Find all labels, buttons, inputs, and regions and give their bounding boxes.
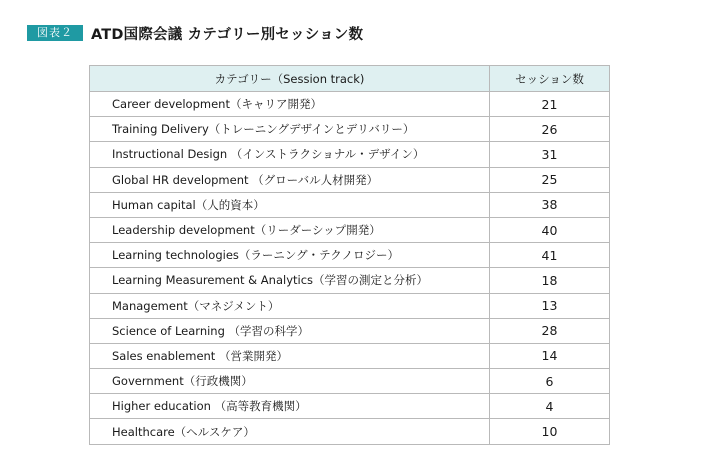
row-category: Instructional Design （インストラクショナル・デザイン） xyxy=(90,142,490,167)
row-session-count: 18 xyxy=(490,268,610,293)
table-row xyxy=(90,318,610,343)
row-category: Learning Measurement & Analytics（学習の測定と分析） xyxy=(90,268,490,293)
figure-label-badge: 図表２ xyxy=(27,25,83,41)
row-category: Science of Learning （学習の科学） xyxy=(90,318,490,343)
row-category: Sales enablement （営業開発） xyxy=(90,343,490,368)
row-session-count: 6 xyxy=(490,369,610,394)
row-session-count: 21 xyxy=(490,92,610,117)
row-session-count: 28 xyxy=(490,318,610,343)
row-session-count: 14 xyxy=(490,343,610,368)
table-row xyxy=(90,419,610,444)
table-row xyxy=(90,117,610,142)
header-category: カテゴリー（Session track) xyxy=(90,66,490,92)
table-header-row xyxy=(90,66,610,92)
table-row xyxy=(90,167,610,192)
table-row xyxy=(90,394,610,419)
row-category: Management（マネジメント） xyxy=(90,293,490,318)
row-session-count: 13 xyxy=(490,293,610,318)
row-session-count: 31 xyxy=(490,142,610,167)
row-session-count: 41 xyxy=(490,243,610,268)
row-session-count: 4 xyxy=(490,394,610,419)
row-category: Learning technologies（ラーニング・テクノロジー） xyxy=(90,243,490,268)
table-row xyxy=(90,142,610,167)
table-row xyxy=(90,343,610,368)
table-row xyxy=(90,369,610,394)
table-row xyxy=(90,192,610,217)
row-category: Training Delivery（トレーニングデザインとデリバリー） xyxy=(90,117,490,142)
table-row xyxy=(90,293,610,318)
row-session-count: 38 xyxy=(490,192,610,217)
row-category: Higher education （高等教育機関） xyxy=(90,394,490,419)
row-category: Healthcare（ヘルスケア） xyxy=(90,419,490,444)
row-session-count: 40 xyxy=(490,217,610,242)
table-row xyxy=(90,92,610,117)
row-session-count: 26 xyxy=(490,117,610,142)
header-session-count: セッション数 xyxy=(490,66,610,92)
table-row xyxy=(90,268,610,293)
table-row xyxy=(90,243,610,268)
row-category: Career development（キャリア開発） xyxy=(90,92,490,117)
figure-header xyxy=(27,22,363,44)
session-count-table xyxy=(89,65,610,445)
row-category: Human capital（人的資本） xyxy=(90,192,490,217)
row-session-count: 25 xyxy=(490,167,610,192)
row-category: Global HR development （グローバル人材開発） xyxy=(90,167,490,192)
figure-title: ATD国際会議 カテゴリー別セッション数 xyxy=(91,26,364,43)
row-category: Leadership development（リーダーシップ開発） xyxy=(90,217,490,242)
table-row xyxy=(90,217,610,242)
row-category: Government（行政機関） xyxy=(90,369,490,394)
row-session-count: 10 xyxy=(490,419,610,444)
